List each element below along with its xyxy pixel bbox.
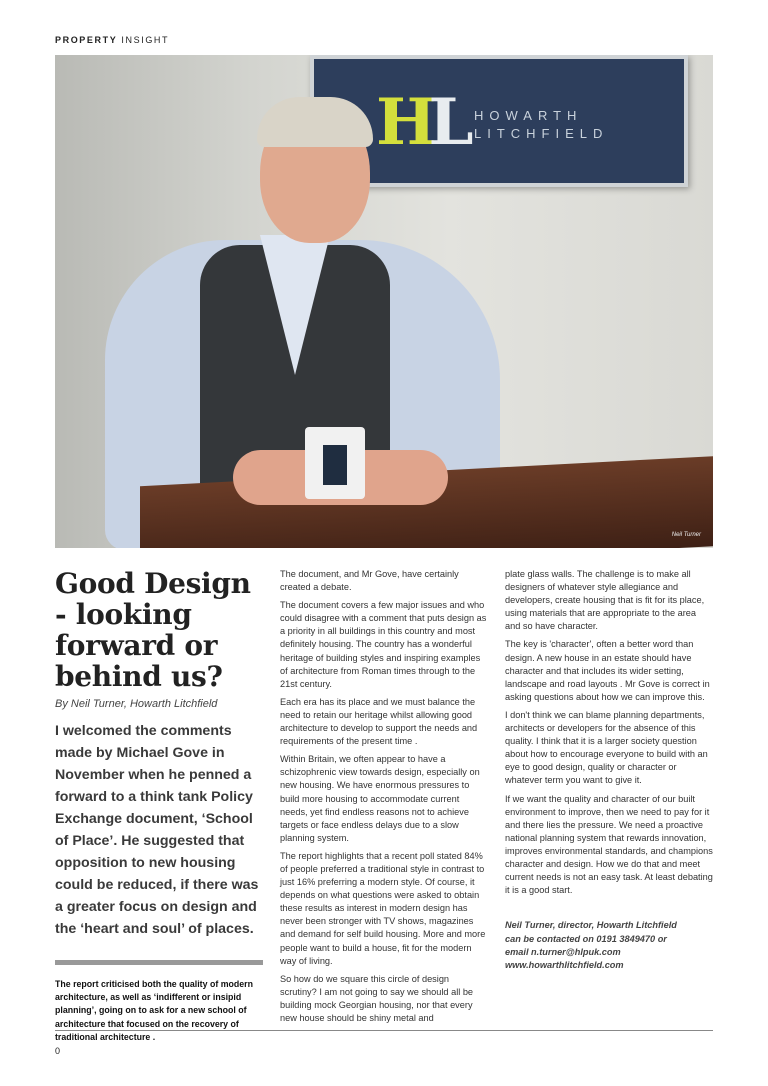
paragraph: So how do we square this circle of design scrutiny? I am not going to say we should all be building mock Georgian housing, nor that every new house should be shiny metal and bbox=[280, 973, 474, 1023]
paragraph: Each era has its place and we must balance the need to retain our heritage whilst allowing good architecture to develop to support the needs and requirements of the present time . bbox=[280, 696, 478, 747]
pull-caption: The report criticised both the quality of modern architecture, as well as ‘indifferent or insipid planning’, going on to ask for a new school of architecture that focused on the recovery of traditional architecture . bbox=[55, 979, 253, 1042]
paragraph: The document, and Mr Gove, have certainly created a debate. bbox=[280, 569, 459, 593]
paragraph: The document covers a few major issues and who could disagree with a comment that puts design as a priority in all buildings in this country and most definitely housing. The country has a wonderful heritage of building styles and inspiring examples of architecture from Roman times through to the 21st century. bbox=[280, 600, 487, 689]
paragraph: I don't think we can blame planning departments, architects or developers for the absence of this quality. I think that it is a larger society question about how to encourage everyone to build with an eye to good design, quality or character or whatever term you want to give it. bbox=[505, 709, 708, 786]
logo-h: H bbox=[376, 85, 429, 160]
intro-paragraph: I welcomed the comments made by Michael Gove in November when he penned a forward to a think tank Policy Exchange document, ‘School of Place’. He suggested that opposition to new housing could be reduced, if there was a greater focus on design and the ‘heart and soul’ of places. bbox=[55, 723, 259, 937]
photo-credit: Neil Turner bbox=[671, 532, 701, 538]
byline: By Neil Turner, Howarth Litchfield bbox=[55, 698, 218, 710]
sign-name-2: LITCHFIELD bbox=[474, 126, 609, 141]
column-1 bbox=[55, 568, 263, 1044]
sign-name-1: HOWARTH bbox=[474, 108, 583, 123]
paragraph: The report highlights that a recent poll stated 84% of people preferred a traditional style in contrast to just 16% preferring a modern style. Of course, it depends on what questions were asked to obtain these results as interest in modern design has never been stronger with TV shows, magazines and demand for self build housing. More and more people want to build a house, fit for the modern way of living. bbox=[280, 850, 486, 966]
paragraph: The key is 'character', often a better word than design. A new house in an estate should have character and that includes its wider setting, landscape and road layouts . Mr Gove is correct in asking questions about how we can improve this. bbox=[505, 639, 710, 702]
footer-rule bbox=[55, 1030, 713, 1031]
section-header-rest: INSIGHT bbox=[117, 35, 170, 45]
contact-name: Neil Turner, director, Howarth Litchfield bbox=[505, 920, 677, 931]
section-header-bold: PROPERTY bbox=[55, 35, 118, 45]
author-contact bbox=[505, 919, 713, 973]
paragraph: plate glass walls. The challenge is to make all designers of whatever style allegiance and developers, create housing that is fit for its place, using materials that are appropriate to the area and so have character. bbox=[505, 569, 705, 632]
sign-name bbox=[474, 107, 608, 143]
hero-photo bbox=[55, 55, 713, 548]
article-title: Good Design - looking forward or behind us? bbox=[55, 567, 251, 693]
logo-l: L bbox=[428, 85, 466, 160]
section-header bbox=[55, 35, 169, 45]
mug bbox=[305, 427, 365, 499]
person-hair bbox=[257, 97, 373, 147]
contact-phone: can be contacted on 0191 3849470 or bbox=[505, 933, 667, 944]
company-logo bbox=[376, 85, 465, 160]
column-3 bbox=[505, 568, 713, 973]
page-number: 0 bbox=[55, 1046, 61, 1056]
contact-email[interactable]: email n.turner@hlpuk.com bbox=[505, 947, 621, 958]
paragraph: Within Britain, we often appear to have a schizophrenic view towards design, especially on new housing. We have enormous pressures to build more housing to accommodate current needs, yet find endless reasons not to achieve targets or face endless delays due to a slow planning system. bbox=[280, 754, 480, 843]
column-2 bbox=[280, 568, 488, 1030]
divider bbox=[55, 960, 263, 965]
paragraph: If we want the quality and character of our built environment to improve, then we need to pay for it and there lies the pressure. We need a proactive national planning system that rewards innovation, improves environmental standards, and champions character and design. How we do that and meet current needs is not an easy task. At least debating it is a good start. bbox=[505, 793, 713, 896]
contact-website[interactable]: www.howarthlitchfield.com bbox=[505, 960, 624, 971]
